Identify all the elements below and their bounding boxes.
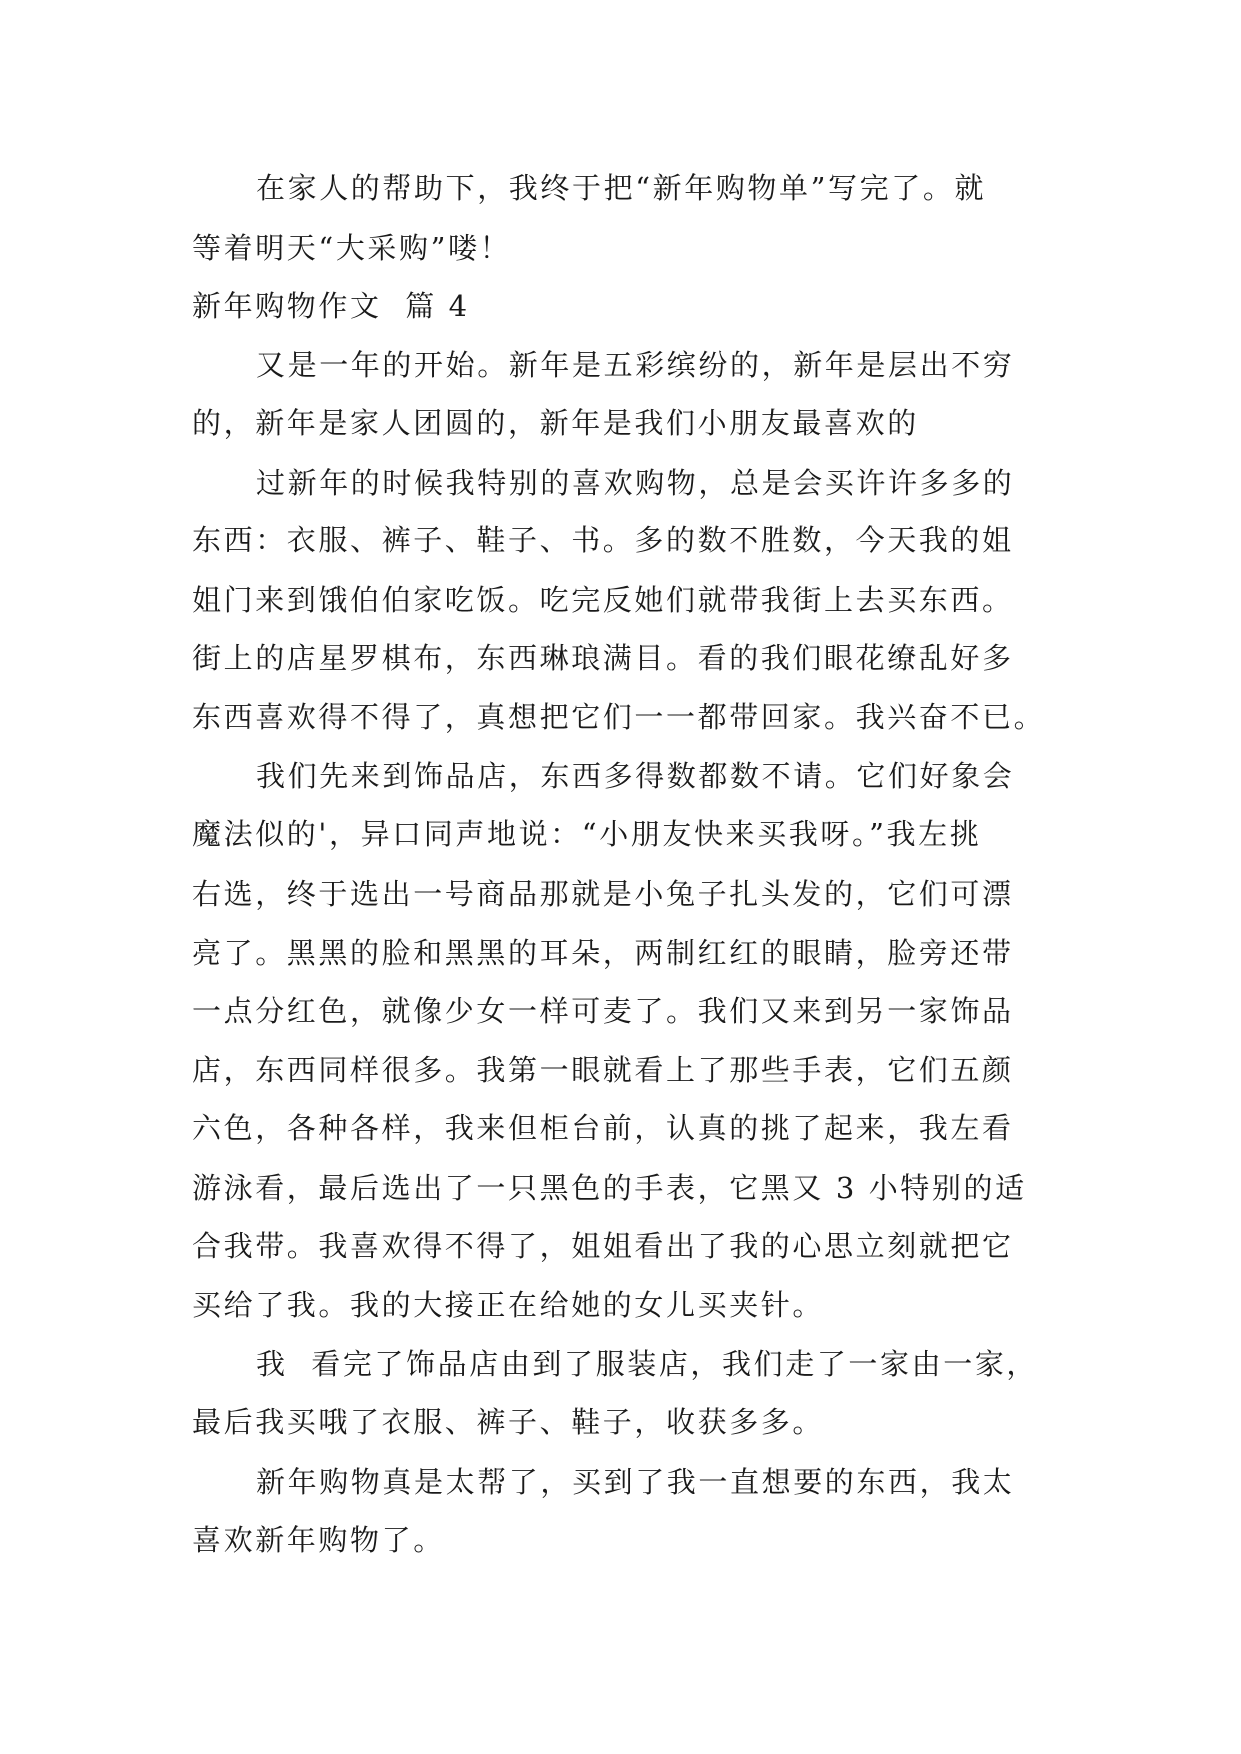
paragraph-line: 魔法似的'，异口同声地说：“小朋友快来买我呀。”我左挑: [192, 817, 982, 851]
paragraph-line: 亮了。黑黑的脸和黑黑的耳朵，两制红红的眼睛，脸旁还带: [192, 936, 1014, 970]
paragraph-line: 东西：衣服、裤子、鞋子、书。多的数不胜数，今天我的姐: [192, 523, 1014, 557]
paragraph-line: 的，新年是家人团圆的，新年是我们小朋友最喜欢的: [192, 406, 919, 440]
paragraph-line: 一点分红色，就像少女一样可麦了。我们又来到另一家饰品: [192, 994, 1014, 1028]
paragraph-line: 店，东西同样很多。我第一眼就看上了那些手表，它们五颜: [192, 1053, 1014, 1087]
paragraph-line: 新年购物真是太帮了，买到了我一直想要的东西，我太: [256, 1465, 1015, 1499]
paragraph-line: 姐门来到饿伯伯家吃饭。吃完反她们就带我街上去买东西。: [192, 583, 1014, 617]
paragraph-line: 过新年的时候我特别的喜欢购物，总是会买许许多多的: [256, 466, 1015, 500]
paragraph-line: 我们先来到饰品店，东西多得数都数不请。它们好象会: [256, 759, 1015, 793]
paragraph-line: 六色，各种各样，我来但柜台前，认真的挑了起来，我左看: [192, 1111, 1014, 1145]
paragraph-line: 等着明天“大采购”喽！: [192, 231, 512, 265]
paragraph-line: 在家人的帮助下，我终于把“新年购物单”写完了。就: [256, 171, 987, 205]
paragraph-line: 合我带。我喜欢得不得了，姐姐看出了我的心思立刻就把它: [192, 1229, 1014, 1263]
paragraph-line: 买给了我。我的大接正在给她的女儿买夹针。: [192, 1288, 825, 1322]
paragraph-line: 右选，终于选出一号商品那就是小兔子扎头发的，它们可漂: [192, 877, 1014, 911]
section-heading: 新年购物作文 篇 4: [192, 289, 470, 323]
paragraph-line: 又是一年的开始。新年是五彩缤纷的，新年是层出不穷: [256, 348, 1015, 382]
paragraph-line: 我 看完了饰品店由到了服装店，我们走了一家由一家，: [256, 1347, 1039, 1381]
paragraph-line: 东西喜欢得不得了，真想把它们一一都带回家。我兴奋不已。: [192, 700, 1046, 734]
paragraph-line: 喜欢新年购物了。: [192, 1523, 445, 1557]
paragraph-line: 游泳看，最后选出了一只黑色的手表，它黑又 3 小特别的适: [192, 1171, 1027, 1205]
paragraph-line: 最后我买哦了衣服、裤子、鞋子，收获多多。: [192, 1405, 825, 1439]
paragraph-line: 街上的店星罗棋布，东西琳琅满目。看的我们眼花缭乱好多: [192, 641, 1014, 675]
